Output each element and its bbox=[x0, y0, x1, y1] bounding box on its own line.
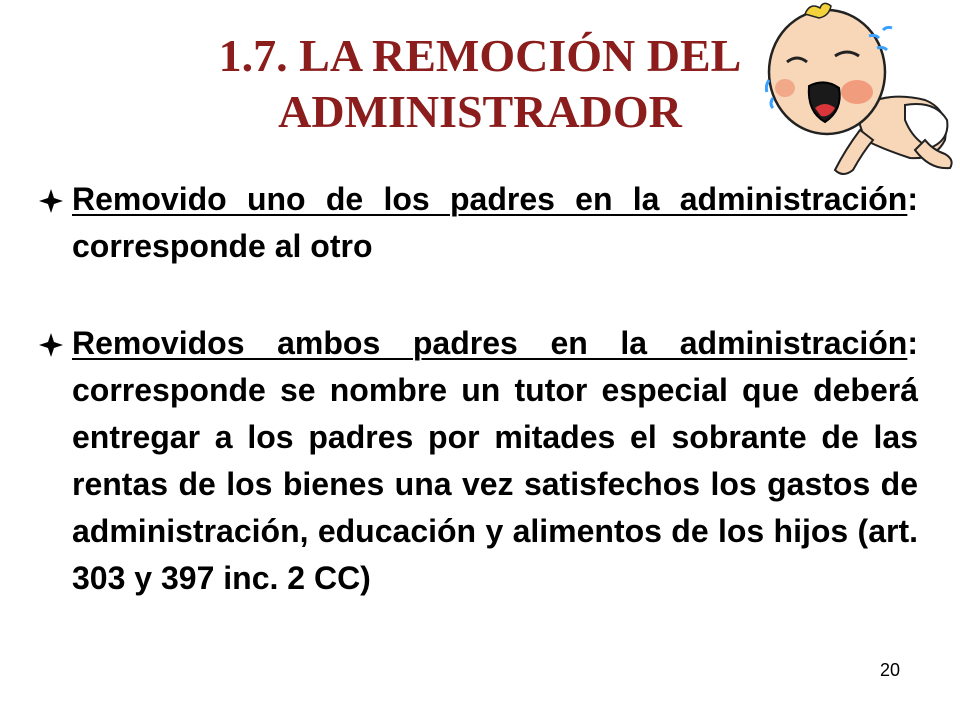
bullet-item-2 bbox=[38, 320, 918, 602]
slide-title-line1: 1.7. LA REMOCIÓN DEL bbox=[218, 30, 742, 81]
bullet-list bbox=[38, 176, 918, 602]
bullet-item-1 bbox=[38, 176, 918, 270]
crying-baby-icon bbox=[765, 0, 960, 190]
slide-title bbox=[120, 28, 840, 140]
bullet-rest-2: : corresponde se nombre un tutor especial que deberá entregar a los padres por mitades el sobrante de las rentas de los bienes una vez satisfechos los gastos de administración, educación y alimentos de los hijos (art. 303 y 397 inc. 2 CC) bbox=[72, 325, 918, 596]
bullet-text-2 bbox=[72, 320, 918, 602]
bullet-underlined-1: Removido uno de los padres en la administración bbox=[72, 181, 908, 217]
diamond-star-bullet-icon bbox=[38, 176, 72, 223]
diamond-star-bullet-icon bbox=[38, 320, 72, 367]
slide-title-line2: ADMINISTRADOR bbox=[278, 86, 682, 137]
bullet-rest-1: : corresponde al otro bbox=[72, 181, 918, 264]
page-number: 20 bbox=[880, 660, 901, 680]
bullet-text-1 bbox=[72, 176, 918, 270]
bullet-underlined-2: Removidos ambos padres en la administración bbox=[72, 325, 908, 361]
